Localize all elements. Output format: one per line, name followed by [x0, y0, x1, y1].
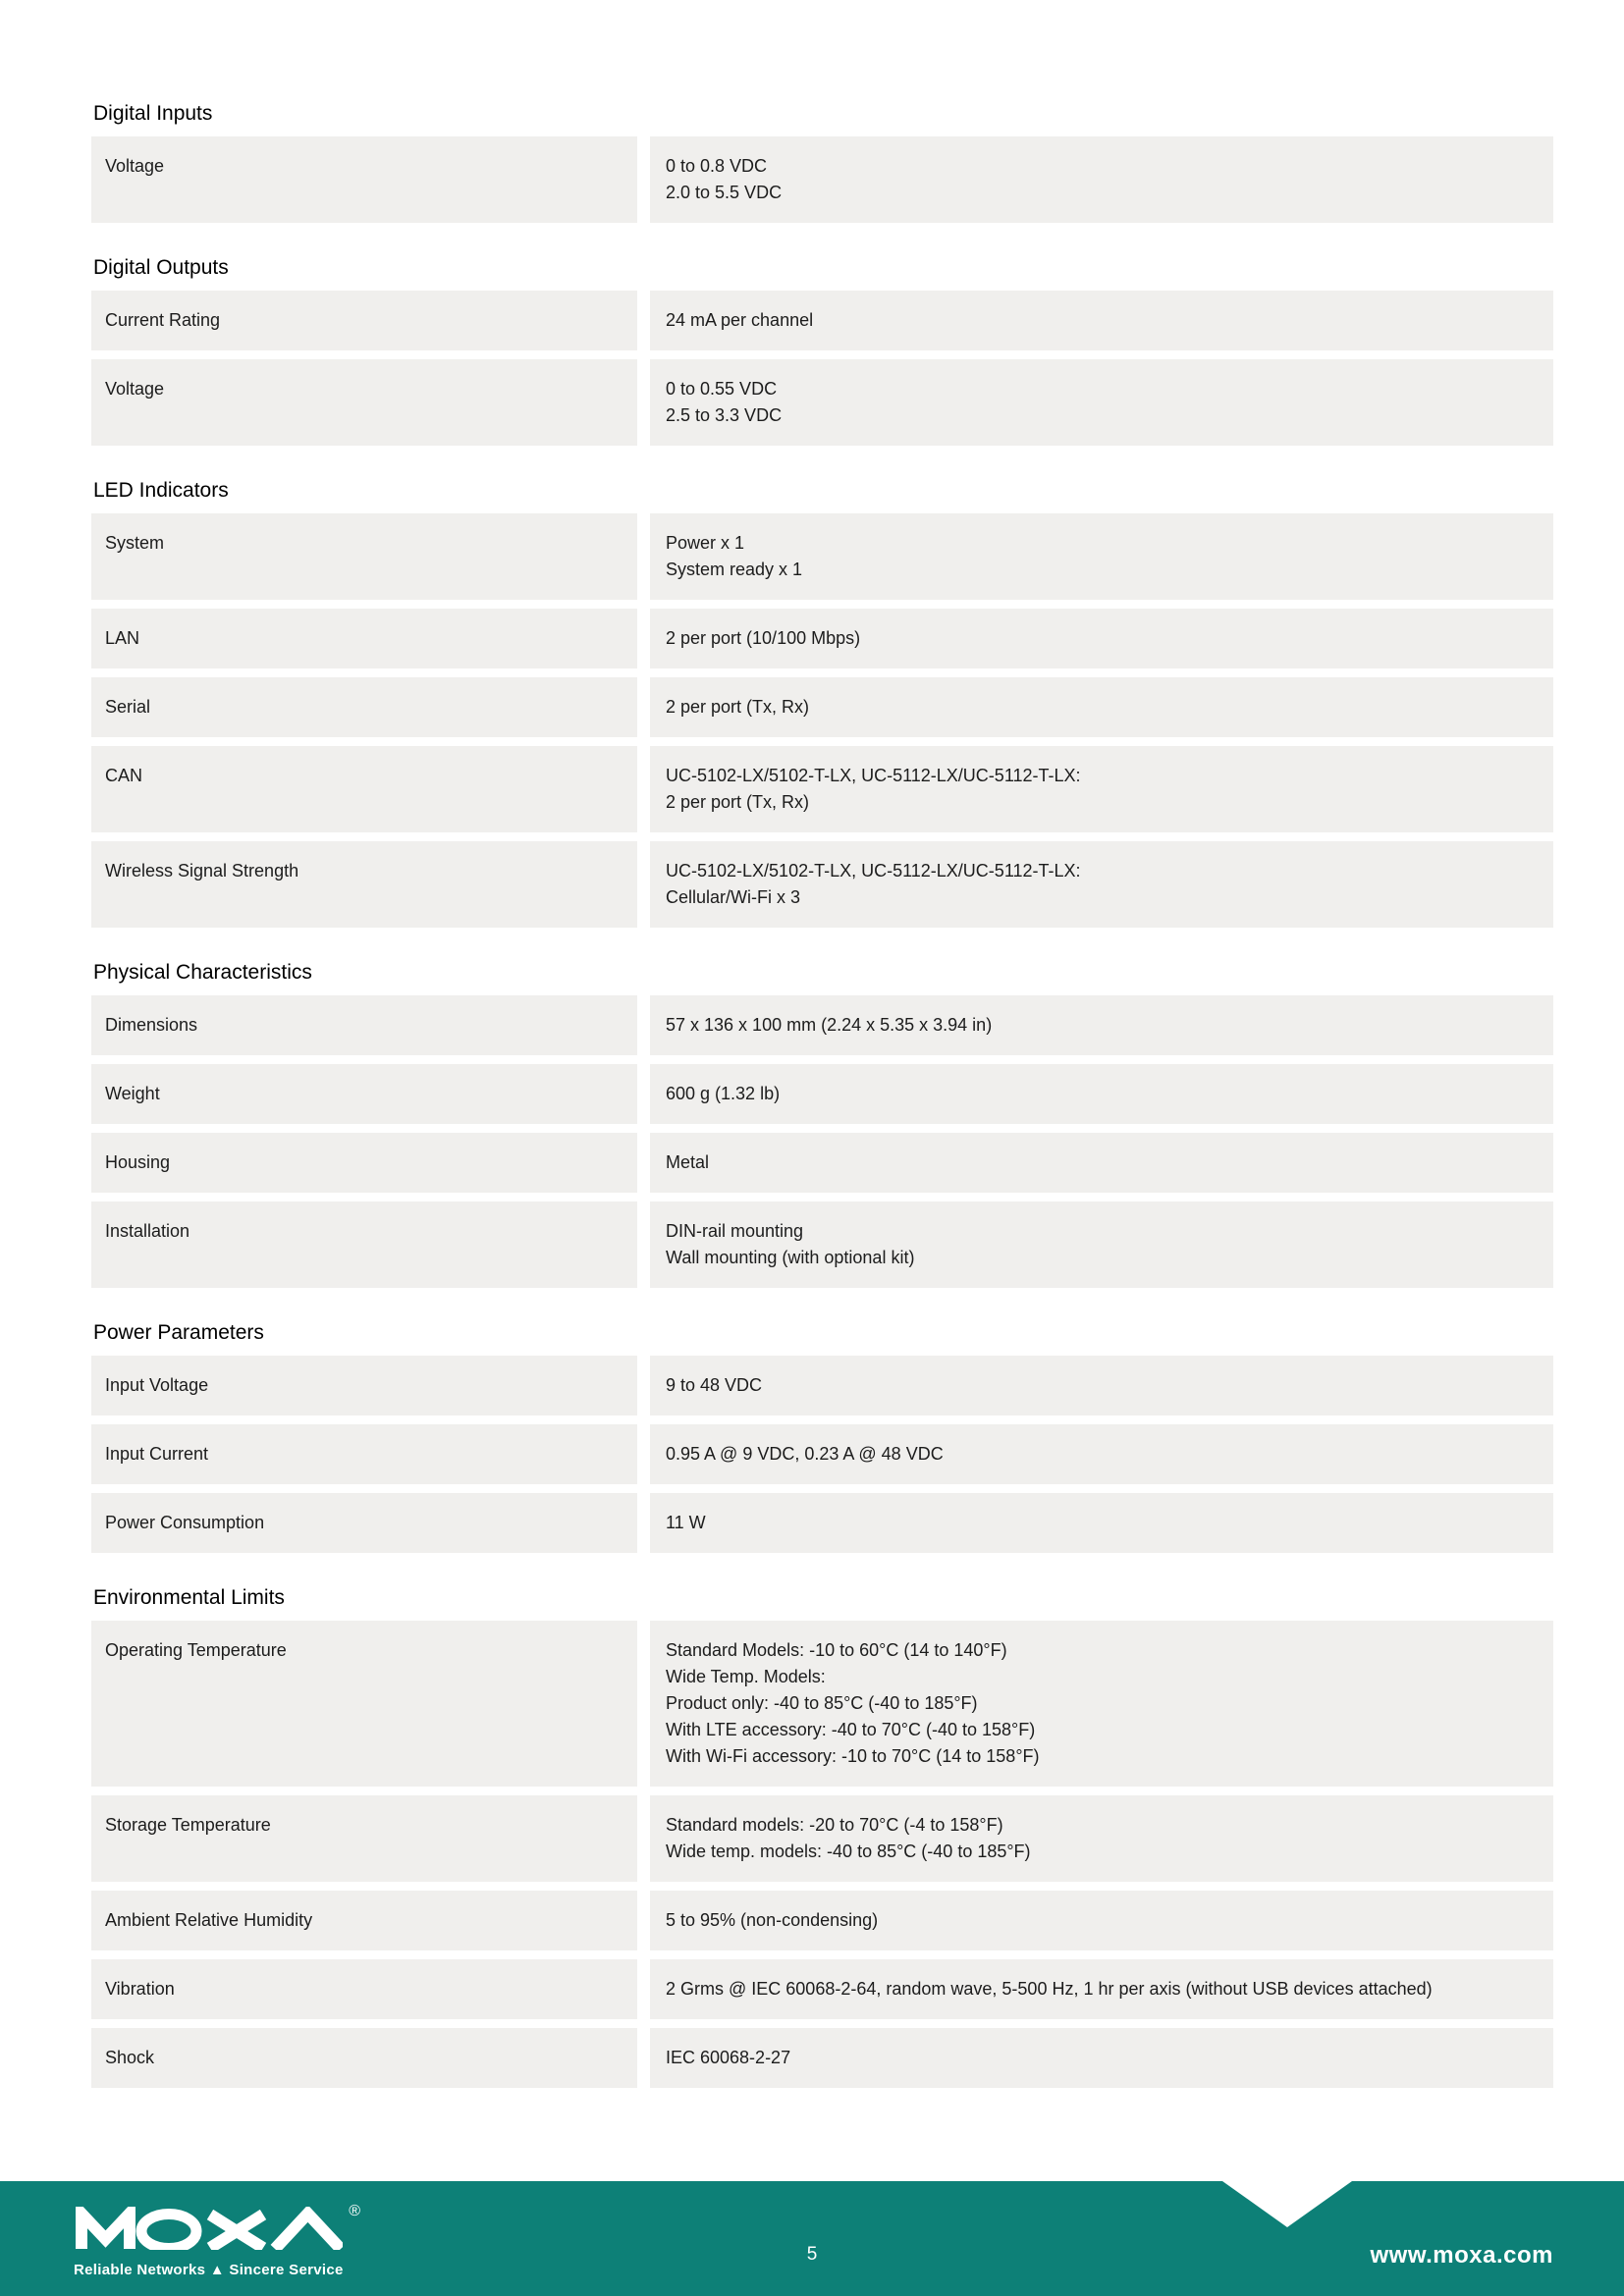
- value-line: Cellular/Wi-Fi x 3: [666, 887, 801, 907]
- section-title: Digital Inputs: [93, 102, 213, 125]
- spec-section: [91, 255, 1553, 446]
- spec-label: CAN: [91, 746, 637, 832]
- section-rows: [91, 1356, 1553, 1553]
- spec-row: [91, 1356, 1553, 1415]
- value-line: Standard models: -20 to 70°C (-4 to 158°F): [666, 1815, 1003, 1835]
- spec-value: [650, 609, 1553, 668]
- spec-row: [91, 1133, 1553, 1193]
- value-line: 9 to 48 VDC: [666, 1375, 763, 1395]
- value-line: Wide Temp. Models:: [666, 1667, 826, 1686]
- spec-value: [650, 677, 1553, 737]
- value-line: 2 per port (Tx, Rx): [666, 697, 810, 717]
- spec-section: [91, 101, 1553, 223]
- spec-label: LAN: [91, 609, 637, 668]
- spec-row: [91, 1891, 1553, 1950]
- spec-value: [650, 291, 1553, 350]
- spec-value: [650, 1133, 1553, 1193]
- value-line: UC-5102-LX/5102-T-LX, UC-5112-LX/UC-5112-T-LX:: [666, 861, 1081, 881]
- spec-label: Power Consumption: [91, 1493, 637, 1553]
- section-title: Power Parameters: [93, 1321, 264, 1344]
- spec-label: Shock: [91, 2028, 637, 2088]
- spec-row: [91, 746, 1553, 832]
- spec-label: Weight: [91, 1064, 637, 1124]
- moxa-logo: [74, 2203, 360, 2278]
- value-line: Product only: -40 to 85°C (-40 to 185°F): [666, 1693, 978, 1713]
- spec-value: [650, 1621, 1553, 1787]
- footer-notch-triangle: [1222, 2181, 1352, 2227]
- section-rows: [91, 513, 1553, 928]
- value-line: IEC 60068-2-27: [666, 2048, 791, 2067]
- spec-label: Operating Temperature: [91, 1621, 637, 1787]
- spec-value: [650, 1891, 1553, 1950]
- value-line: 0 to 0.55 VDC: [666, 379, 778, 399]
- spec-row: [91, 1201, 1553, 1288]
- section-rows: [91, 995, 1553, 1288]
- spec-row: [91, 677, 1553, 737]
- value-line: 11 W: [666, 1513, 706, 1532]
- section-rows: [91, 1621, 1553, 2088]
- value-line: With LTE accessory: -40 to 70°C (-40 to 158°F): [666, 1720, 1036, 1739]
- spec-label: Housing: [91, 1133, 637, 1193]
- spec-value: [650, 513, 1553, 600]
- spec-row: [91, 359, 1553, 446]
- spec-tables: [91, 101, 1553, 2097]
- page-number: 5: [806, 2244, 818, 2265]
- spec-row: [91, 136, 1553, 223]
- value-line: With Wi-Fi accessory: -10 to 70°C (14 to 158°F): [666, 1746, 1040, 1766]
- spec-value: [650, 1201, 1553, 1288]
- spec-label: Voltage: [91, 359, 637, 446]
- spec-value: [650, 841, 1553, 928]
- spec-label: Storage Temperature: [91, 1795, 637, 1882]
- spec-row: [91, 995, 1553, 1055]
- spec-label: Voltage: [91, 136, 637, 223]
- value-line: 24 mA per channel: [666, 310, 814, 330]
- spec-value: [650, 1424, 1553, 1484]
- footer-bar: [0, 2181, 1624, 2296]
- website-link[interactable]: www.moxa.com: [1370, 2242, 1553, 2269]
- value-line: Standard Models: -10 to 60°C (14 to 140°F): [666, 1640, 1007, 1660]
- spec-label: System: [91, 513, 637, 600]
- spec-label: Serial: [91, 677, 637, 737]
- spec-label: Installation: [91, 1201, 637, 1288]
- spec-value: [650, 1356, 1553, 1415]
- value-line: 0.95 A @ 9 VDC, 0.23 A @ 48 VDC: [666, 1444, 944, 1464]
- spec-label: Ambient Relative Humidity: [91, 1891, 637, 1950]
- spec-row: [91, 1493, 1553, 1553]
- value-line: Wide temp. models: -40 to 85°C (-40 to 185°F): [666, 1842, 1031, 1861]
- value-line: 2 per port (10/100 Mbps): [666, 628, 861, 648]
- spec-row: [91, 1959, 1553, 2019]
- spec-label: Current Rating: [91, 291, 637, 350]
- spec-value: [650, 1795, 1553, 1882]
- section-rows: [91, 291, 1553, 446]
- spec-label: Wireless Signal Strength: [91, 841, 637, 928]
- section-title: Physical Characteristics: [93, 961, 312, 984]
- value-line: System ready x 1: [666, 560, 803, 579]
- value-line: 57 x 136 x 100 mm (2.24 x 5.35 x 3.94 in): [666, 1015, 993, 1035]
- spec-value: [650, 1959, 1553, 2019]
- spec-value: [650, 2028, 1553, 2088]
- spec-value: [650, 995, 1553, 1055]
- value-line: 2 Grms @ IEC 60068-2-64, random wave, 5-500 Hz, 1 hr per axis (without USB devices attached): [666, 1979, 1433, 1999]
- moxa-tagline: Reliable Networks ▲ Sincere Service: [74, 2262, 344, 2278]
- spec-section: [91, 478, 1553, 928]
- spec-label: Dimensions: [91, 995, 637, 1055]
- spec-value: [650, 1064, 1553, 1124]
- value-line: DIN-rail mounting: [666, 1221, 804, 1241]
- value-line: 600 g (1.32 lb): [666, 1084, 781, 1103]
- value-line: 2.0 to 5.5 VDC: [666, 183, 783, 202]
- registered-trademark-icon: ®: [349, 2203, 360, 2219]
- spec-row: [91, 1424, 1553, 1484]
- section-title: Environmental Limits: [93, 1586, 285, 1609]
- spec-section: [91, 960, 1553, 1288]
- spec-row: [91, 609, 1553, 668]
- spec-value: [650, 136, 1553, 223]
- spec-label: Vibration: [91, 1959, 637, 2019]
- value-line: Metal: [666, 1152, 710, 1172]
- spec-section: [91, 1320, 1553, 1553]
- spec-label: Input Current: [91, 1424, 637, 1484]
- value-line: 2.5 to 3.3 VDC: [666, 405, 783, 425]
- spec-value: [650, 746, 1553, 832]
- spec-row: [91, 2028, 1553, 2088]
- spec-row: [91, 1795, 1553, 1882]
- spec-row: [91, 1064, 1553, 1124]
- spec-row: [91, 1621, 1553, 1787]
- spec-row: [91, 291, 1553, 350]
- spec-value: [650, 1493, 1553, 1553]
- value-line: Wall mounting (with optional kit): [666, 1248, 915, 1267]
- section-rows: [91, 136, 1553, 223]
- section-title: Digital Outputs: [93, 256, 229, 279]
- section-title: LED Indicators: [93, 479, 229, 502]
- spec-label: Input Voltage: [91, 1356, 637, 1415]
- spec-section: [91, 1585, 1553, 2088]
- value-line: 0 to 0.8 VDC: [666, 156, 768, 176]
- spec-value: [650, 359, 1553, 446]
- value-line: 2 per port (Tx, Rx): [666, 792, 810, 812]
- value-line: 5 to 95% (non-condensing): [666, 1910, 879, 1930]
- spec-row: [91, 841, 1553, 928]
- spec-row: [91, 513, 1553, 600]
- value-line: UC-5102-LX/5102-T-LX, UC-5112-LX/UC-5112-T-LX:: [666, 766, 1081, 785]
- value-line: Power x 1: [666, 533, 745, 553]
